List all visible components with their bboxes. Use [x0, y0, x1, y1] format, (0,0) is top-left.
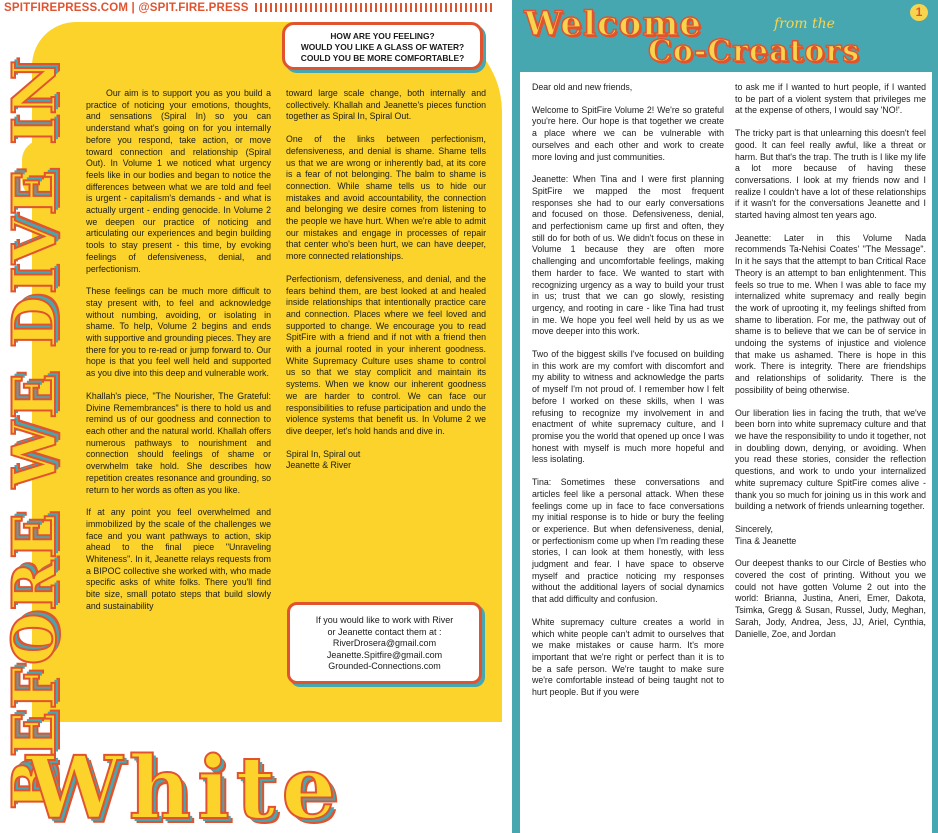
signoff-line: Spiral In, Spiral out: [286, 448, 361, 459]
side-headline-text: BEFORE WE DIVE IN: [0, 58, 70, 810]
bottom-headline: [26, 738, 342, 833]
masthead-text: SPITFIREPRESS.COM | @SPIT.FIRE.PRESS: [4, 2, 249, 14]
masthead: [4, 2, 495, 14]
contact-line: If you would like to work with River: [315, 615, 454, 625]
letter-sheet: [520, 72, 932, 833]
welcome-title-text: Welcome: [524, 4, 702, 44]
letter-paragraph: Jeanette: When Tina and I were first planning SpitFire we mapped the most frequent responses she had to our early conversations and focused on those. Defensiveness, denial, and perfectionism came up first and often, they still do for both of us. We didn't focus on these in Volume 1 because they are often more challenging and uncomfortable feelings, making them harder to face. We wanted to start with recognizing urgency as a way to build your trust in us; trust that we can go slowly, resisting urgency, and rooting in care - like Tina had trust in me. We hope you feel well held by us as we move deeper into this work.: [532, 174, 724, 337]
letter-paragraph: Jeanette: Later in this Volume Nada recommends Ta-Nehisi Coates' "The Message". In it he says that the attempt to ban Critical Race Theory is an attempt to ban enlightenment. This feels so true to me. When I was able to face my internalized white supremacy and really begin the work of uprooting it, my feelings shifted from shame to liberation. For me, the pathway out of shame is to believe that we can be of service in undoing the systems of injustice and violence that make us ashamed. There is hope in this work. There is integrity. There are friendships and relationships of solidarity. There is the possibility of being otherwise.: [735, 232, 926, 395]
letter-greeting: Dear old and new friends,: [532, 82, 633, 92]
intro-paragraph: Khallah's piece, "The Nourisher, The Grateful: Divine Remembrances" is there to hold us and remind us of our goodness and connection to each other and the natural world. Khallah offers numerous pathways to nourishment and connection should feelings of shame or overwhelm take hold. She describes how repetition creates resonance and grounding, so return to her words as often as you like.: [86, 390, 271, 495]
intro-column-2: [286, 88, 486, 483]
contact-website[interactable]: Grounded-Connections.com: [328, 661, 441, 671]
right-page: [512, 0, 938, 833]
letter-paragraph: Two of the biggest skills I've focused on building in this work are my comfort with discomfort and my ability to witness and acknowledge the parts of myself I'm not proud of. I remember how I felt before I worked on these skills, when I was refusing to recognize my involvement in and enactment of white supremacy culture, and I promise you the world that opened up once I was honest with myself is much more hopeful and less isolating.: [532, 349, 724, 465]
welcome-title-from: from the: [774, 16, 835, 32]
letter-paragraph: to ask me if I wanted to hurt people, if I wanted to be part of a violent system that privileges me at the expense of others, I would say 'NO!'.: [735, 82, 926, 116]
letter-paragraph: Welcome to SpitFire Volume 2! We're so grateful you're here. Our hope is that together we create a place where we can be vulnerable with ourselves and each other and work to create more loving and just communities.: [532, 104, 724, 162]
intro-paragraph: If at any point you feel overwhelmed and immobilized by the scale of the challenges we face and you want pathways to action, skip ahead to the final piece "Unraveling Whiteness". In it, Jeanette relays requests from a BIPOC collective she worked with, who made specific asks of white folks. There you'll find bite size, small potato steps that build slowly and sustainability: [86, 507, 271, 611]
masthead-stripe-divider: [255, 3, 495, 12]
callout-line-2: WOULD YOU LIKE A GLASS OF WATER?: [300, 42, 465, 52]
letter-paragraph: The tricky part is that unlearning this doesn't feel good. It can feel really awful, like a threat or harm. But that's the trap. The truth is I like my life a lot more because of having these conversations. I look at my friends now and I realize I couldn't have a lot of these relationships if it wasn't for the conversations Jeanette and I started having almost ten years ago.: [735, 128, 926, 221]
signoff: [286, 449, 486, 472]
intro-column-1: [86, 88, 271, 624]
letter-paragraph: White supremacy culture creates a world in which white people can't admit to ourselves that we make mistakes or cause harm. It's more important that we're right or perfect than it is to be a safe person. We're taught to make sure we're comfortable instead of being taught not to hurt people. But if you were: [532, 616, 724, 698]
callout-line-3: COULD YOU BE MORE COMFORTABLE?: [300, 53, 465, 63]
contact-line: or Jeanette contact them at :: [327, 626, 442, 637]
intro-paragraph: Our aim is to support you as you build a practice of noticing your emotions, thoughts, and sensations (Spiral In) so you can understand what's going on for you internally before you respond, take action, or move toward connection and relationship (Spiral Out). In Volume 1 we noticed what urgency feels like in our bodies and began to notice the differences between what we are told and feel is urgent - capitalism's demands - and what is actually urgent - ending genocide. In Volume 2 we deepen our practice of noticing and articulating our experiences and begin building tools to stay present - this time, by evoking feelings of defensiveness, denial, and perfectionism.: [86, 88, 271, 274]
letter-paragraph: Our liberation lies in facing the truth, that we've been born into white supremacy culture and that we have the responsibility to undo it together, not in doubling down, denying, or avoiding. When you read these stories, consider the reflection questions, and work to undo your internalized white supremacy culture SpitFire comes alive - thank you so much for joining us in this work and building a network of friends unlearning together.: [735, 407, 926, 512]
contact-email-jeanette[interactable]: Jeanette.Spitfire@gmail.com: [326, 649, 443, 660]
letter-thanks: Our deepest thanks to our Circle of Besties who covered the cost of printing. Without you we could not have gotten Volume 2 out into the world: Brianna, Justina, Aneri, Emer, Dakota, Tsimka, Gregg & Susan, Russel, Judy, Meghan, Sarah, Jody, Andrea, Jess, JJ, Ariel, Cynthia, Danielle, Zoe, and Jordan: [735, 558, 926, 639]
contact-email-river[interactable]: RiverDrosera@gmail.com: [332, 638, 437, 648]
signoff-line: Jeanette & River: [286, 460, 352, 471]
letter-column-right: [735, 82, 926, 651]
feelings-callout-box: [282, 22, 483, 70]
page-number-badge: 1: [910, 4, 928, 21]
co-creators-title-text: Co-Creators: [648, 34, 861, 69]
intro-paragraph: Perfectionism, defensiveness, and denial, and the fears behind them, are best looked at and healed inside relationships that intentionally practice care and connection. Places where we feel loved and supported to change. We encourage you to read SpitFire with a friend and if not with a friend then with a journal rooted in your inherent goodness. White Supremacy Culture uses shame to control us so that we stay complicit and maintain its systems. When we know our inherent goodness we are harder to control. We can face our responsibilities to refuse participation and undo the violence systems that benefit us. In Volume 2 we dive deeper, let's hold hands and dive in.: [286, 273, 486, 436]
co-creators-title: [648, 34, 860, 69]
bottom-headline-text: White: [26, 738, 343, 833]
side-headline: [0, 50, 80, 810]
letter-paragraph: Tina: Sometimes these conversations and articles feel like a personal attack. When these feelings come up in face to face conversations my initial response is to hide or bury the feeling or experience. But when defensiveness, denial, or perfectionism come up when I'm reading these stories, I can look at them honestly, with less judgment and fear. I have space to observe myself and practice noticing my responses without the additional layers of social dynamics that add difficulty and confusion.: [532, 477, 724, 605]
intro-paragraph: These feelings can be much more difficult to stay present with, to feel and acknowledge without numbing, avoiding, or isolating in shame. To help, Volume 2 begins and ends with supportive and grounding pieces. They are there for you to re-read or jump forward to. Our hope is that you feel well held and supported as you dive into this deep and vulnerable work.: [86, 286, 271, 379]
intro-paragraph: toward large scale change, both internally and collectively. Khallah and Jeanette's pieces function together as Spiral In, Spiral Out.: [286, 88, 486, 122]
letter-column-left: [532, 82, 724, 710]
contact-box: [287, 602, 482, 684]
letter-signature: Sincerely, Tina & Jeanette: [735, 523, 797, 546]
callout-line-1: HOW ARE YOU FEELING?: [330, 31, 435, 41]
intro-paragraph: One of the links between perfectionism, defensiveness, and denial is shame. Shame tells us that we are wrong or inherently bad, at its core is a fear of not belonging. The balm to shame is connection. While shame tells us to hide our mistakes and avoid accountability, the connection and belonging we desire comes from listening to the people we have hurt. When we're able to admit our mistakes and engage in processes of repair that center who's been hurt, we can have deeper, more connected relationships.: [286, 134, 486, 262]
